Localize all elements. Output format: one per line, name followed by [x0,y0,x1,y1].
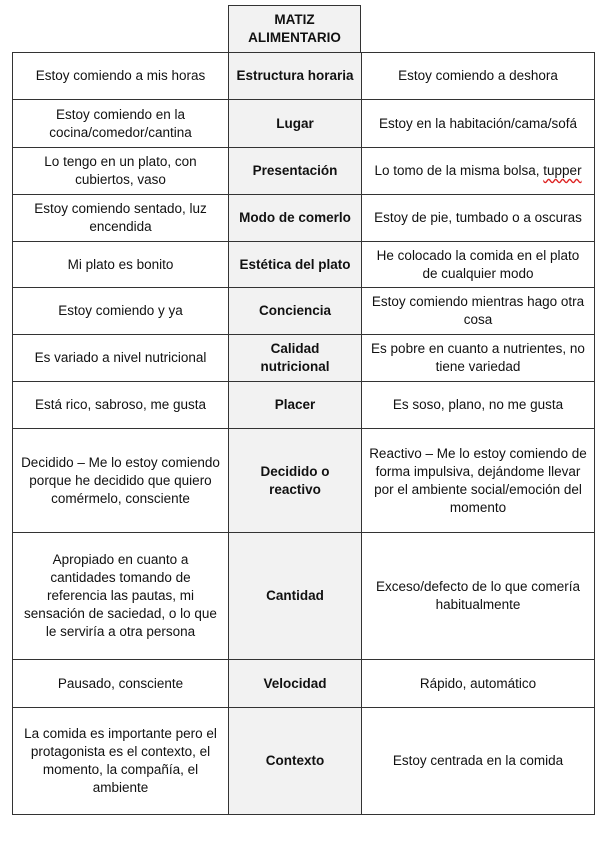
spellcheck-flagged-word: tupper [543,163,582,178]
matrix-header [228,5,361,52]
table-row [13,195,595,242]
left-cell: Estoy comiendo a mis horas [13,53,229,100]
right-cell-text: Lo tomo de la misma bolsa, [374,163,544,178]
center-cell: Velocidad [229,660,362,708]
right-cell: Estoy centrada en la comida [362,708,595,815]
right-cell: Rápido, automático [362,660,595,708]
table-row [13,429,595,533]
table-row [13,382,595,429]
table-row [13,660,595,708]
left-cell: Es variado a nivel nutricional [13,335,229,382]
right-cell: Es pobre en cuanto a nutrientes, no tiene variedad [362,335,595,382]
right-cell: He colocado la comida en el plato de cualquier modo [362,242,595,288]
left-cell: Estoy comiendo y ya [13,288,229,335]
center-cell: Presentación [229,148,362,195]
table-row [13,533,595,660]
table-row [13,100,595,148]
left-cell: Lo tengo en un plato, con cubiertos, vaso [13,148,229,195]
left-cell: Mi plato es bonito [13,242,229,288]
left-cell: Estoy comiendo en la cocina/comedor/cantina [13,100,229,148]
right-cell: Estoy comiendo a deshora [362,53,595,100]
right-cell: Reactivo – Me lo estoy comiendo de forma impulsiva, dejándome llevar por el ambiente social/emoción del momento [362,429,595,533]
left-cell: Pausado, consciente [13,660,229,708]
right-cell: Estoy comiendo mientras hago otra cosa [362,288,595,335]
center-cell: Placer [229,382,362,429]
center-cell: Calidad nutricional [229,335,362,382]
center-cell: Estructura horaria [229,53,362,100]
right-cell: Estoy en la habitación/cama/sofá [362,100,595,148]
table-row [13,335,595,382]
comparison-table [12,52,595,815]
center-cell: Conciencia [229,288,362,335]
left-cell: Estoy comiendo sentado, luz encendida [13,195,229,242]
center-cell: Lugar [229,100,362,148]
left-cell: La comida es importante pero el protagonista es el contexto, el momento, la compañía, el ambiente [13,708,229,815]
left-cell: Decidido – Me lo estoy comiendo porque he decidido que quiero comérmelo, consciente [13,429,229,533]
right-cell: Exceso/defecto de lo que comería habitualmente [362,533,595,660]
left-cell: Apropiado en cuanto a cantidades tomando de referencia las pautas, mi sensación de saciedad, o lo que le serviría a otra persona [13,533,229,660]
right-cell: Es soso, plano, no me gusta [362,382,595,429]
table-row [13,53,595,100]
center-cell: Decidido o reactivo [229,429,362,533]
right-cell: Estoy de pie, tumbado o a oscuras [362,195,595,242]
table-row [13,148,595,195]
table-row [13,242,595,288]
matrix-title: MATIZ ALIMENTARIO [248,12,341,45]
table-row [13,288,595,335]
center-cell: Cantidad [229,533,362,660]
center-cell: Contexto [229,708,362,815]
left-cell: Está rico, sabroso, me gusta [13,382,229,429]
table-row [13,708,595,815]
center-cell: Modo de comerlo [229,195,362,242]
right-cell [362,148,595,195]
center-cell: Estética del plato [229,242,362,288]
